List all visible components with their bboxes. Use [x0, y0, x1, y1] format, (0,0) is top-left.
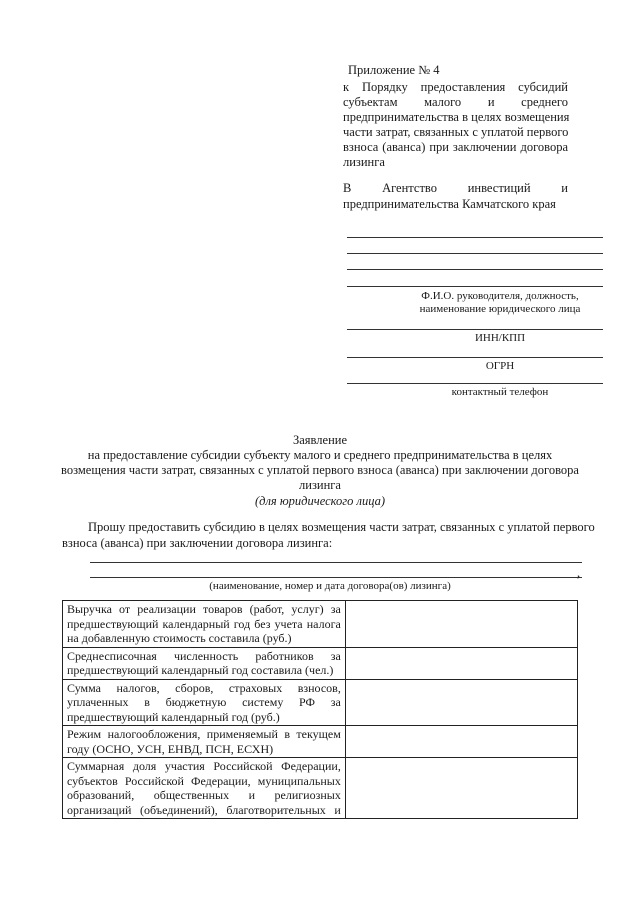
fio-caption: [400, 290, 600, 316]
revenue-value-cell[interactable]: [345, 601, 577, 648]
row-label-line: организаций (объединений), благотворительных и: [67, 802, 341, 817]
row-label-line: образований, общественных и религиозных: [67, 788, 341, 802]
appendix-line: части затрат, связанных с уплатой первого: [343, 125, 569, 139]
phone-blank-line[interactable]: [347, 383, 603, 384]
lease-caption: (наименование, номер и дата договора(ов) лизинга): [209, 580, 451, 592]
company-info-table: [62, 600, 578, 819]
statement-line: возмещения части затрат, связанных с уплатой первого взноса (аванса) при заключении договора: [61, 463, 579, 477]
fio-caption-line: наименование юридического лица: [419, 303, 581, 315]
row-label: [63, 601, 346, 648]
lease-blank-line[interactable]: [90, 577, 582, 578]
ogrn-blank-line[interactable]: [347, 357, 603, 358]
row-label-line: Среднесписочная численность работников за: [67, 648, 341, 663]
row-label-line: Суммарная доля участия Российской Федерации,: [67, 759, 341, 773]
table-row: [63, 601, 578, 648]
appendix-title: Приложение № 4: [348, 63, 440, 77]
addressee: [343, 180, 568, 212]
row-label: [63, 758, 346, 819]
statement-subtitle: (для юридического лица): [254, 494, 386, 508]
row-label-line: Сумма налогов, сборов, страховых взносов,: [67, 680, 341, 695]
inn-caption: ИНН/КПП: [474, 332, 526, 344]
lease-comma: ,: [577, 566, 581, 580]
headcount-value-cell[interactable]: [345, 647, 577, 679]
appendix-line: взноса (аванса) при заключении договора: [343, 140, 568, 154]
ogrn-caption: ОГРН: [485, 360, 515, 372]
row-label-line: на добавленную стоимость составила (руб.): [67, 631, 292, 645]
statement-title: Заявление: [292, 433, 347, 447]
addressee-line: предпринимательства Камчатского края: [343, 197, 556, 211]
request-line: взноса (аванса) при заключении договора лизинга:: [62, 536, 333, 550]
row-label-line: Выручка от реализации товаров (работ, услуг) за: [67, 602, 341, 616]
row-label-line: предшествующий календарный год (руб.): [67, 709, 280, 724]
table-row: [63, 679, 578, 726]
taxes-value-cell[interactable]: [345, 679, 577, 726]
applicant-blank-line[interactable]: [347, 237, 603, 238]
phone-caption: контактный телефон: [451, 386, 549, 398]
row-label: [63, 679, 346, 726]
statement-line: на предоставление субсидии субъекту малого и среднего предпринимательства в целях: [87, 448, 553, 462]
addressee-line: В Агентство инвестиций и: [343, 181, 568, 195]
row-label-line: году (ОСНО, УСН, ЕНВД, ПСН, ЕСХН): [67, 741, 274, 756]
table-row: [63, 726, 578, 758]
tax-regime-value-cell[interactable]: [345, 726, 577, 758]
appendix-line: к Порядку предоставления субсидий: [343, 80, 568, 94]
applicant-blank-line[interactable]: [347, 253, 603, 254]
statement-line: лизинга: [299, 478, 341, 492]
appendix-line: субъектам малого и среднего: [343, 95, 568, 109]
table-row: [63, 647, 578, 679]
row-label-line: субъектов Российской Федерации, муниципальных: [67, 773, 341, 788]
row-label-line: предшествующий календарный год без учета налога: [67, 616, 341, 631]
applicant-blank-line[interactable]: [347, 286, 603, 287]
row-label: [63, 726, 346, 758]
appendix-text: [343, 80, 568, 170]
inn-blank-line[interactable]: [347, 329, 603, 330]
appendix-line: лизинга: [343, 155, 385, 169]
ownership-share-value-cell[interactable]: [345, 758, 577, 819]
appendix-line: предпринимательства в целях возмещения: [343, 110, 570, 124]
row-label-line: Режим налогообложения, применяемый в текущем: [67, 727, 341, 741]
request-line: Прошу предоставить субсидию в целях возмещения части затрат, связанных с уплатой первого: [88, 520, 595, 534]
row-label-line: предшествующий календарный год составила (чел.): [67, 663, 334, 677]
applicant-blank-line[interactable]: [347, 269, 603, 270]
lease-blank-line[interactable]: [90, 562, 582, 563]
row-label-line: уплаченных в бюджетную систему РФ за: [67, 695, 341, 709]
row-label: [63, 647, 346, 679]
fio-caption-line: Ф.И.О. руководителя, должность,: [421, 290, 579, 302]
table-row: [63, 758, 578, 819]
